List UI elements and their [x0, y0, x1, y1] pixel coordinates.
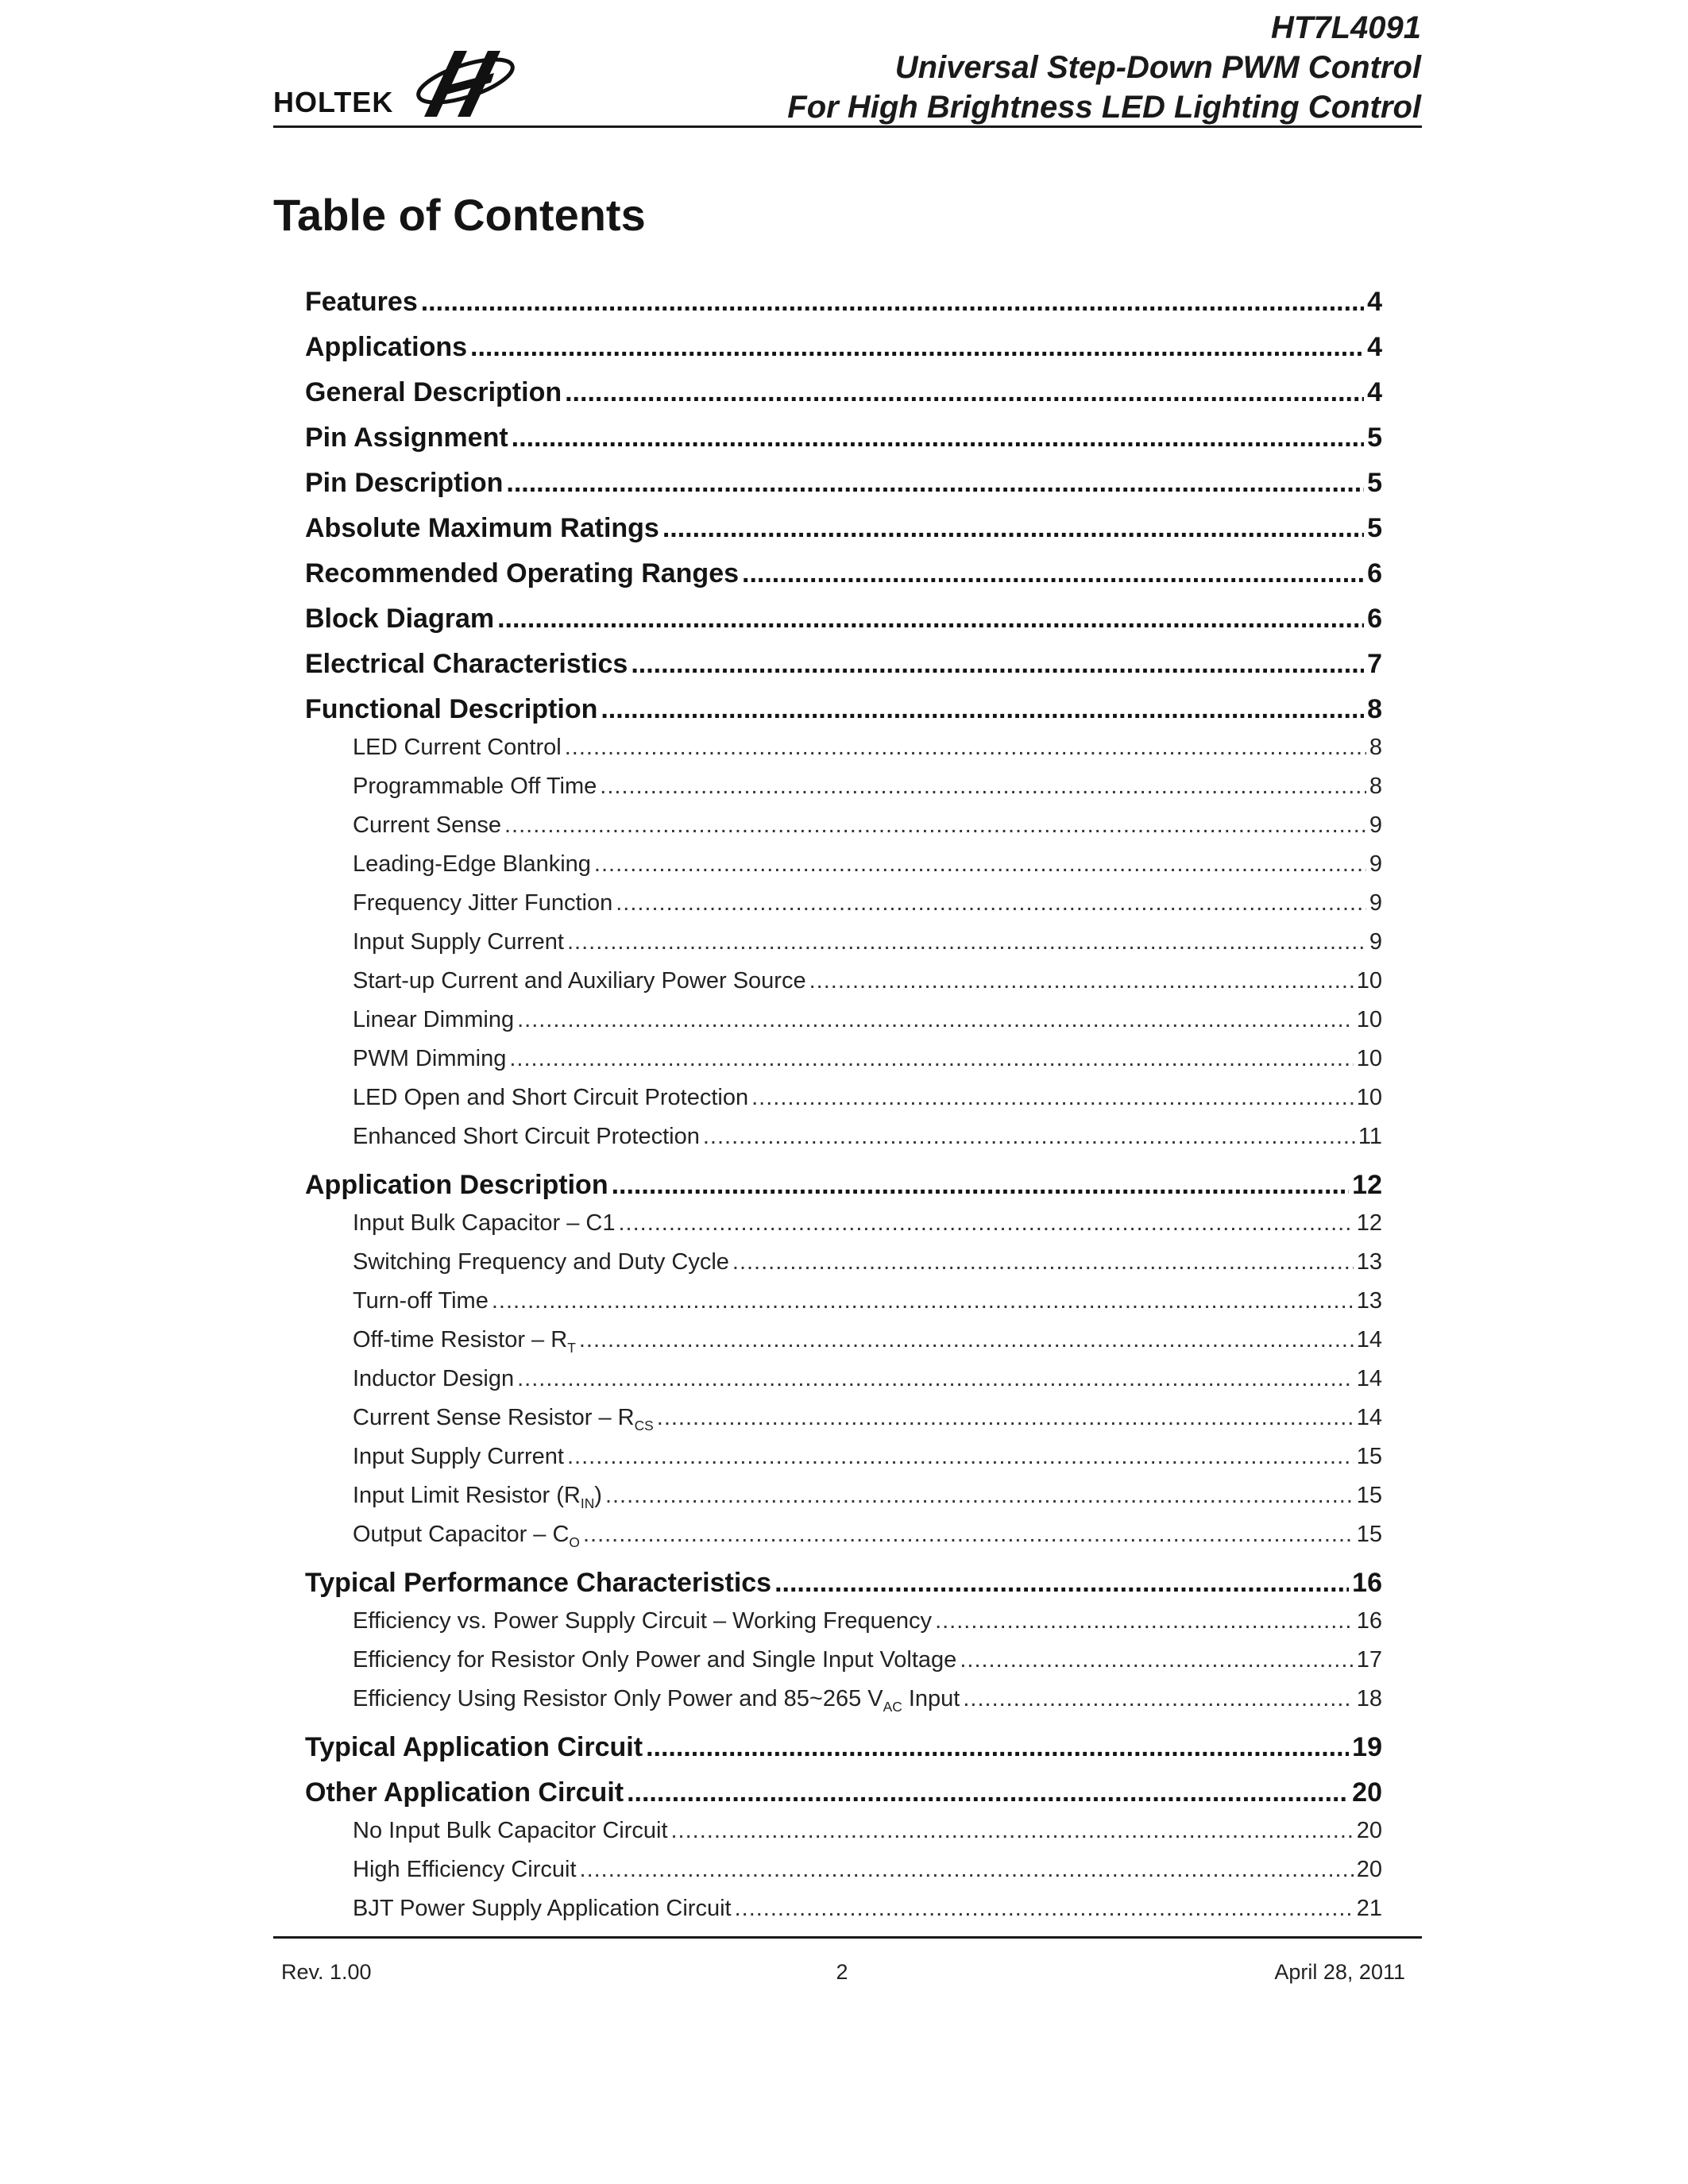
- toc-entry-label: [353, 1680, 960, 1719]
- toc-entry-text: Typical Application Circuit: [305, 1732, 643, 1762]
- toc-dot-leader: [567, 923, 1366, 962]
- toc-entry-label: [353, 806, 501, 845]
- toc-section-entry[interactable]: [305, 551, 1382, 596]
- toc-page-number: 20: [1356, 1857, 1382, 1882]
- toc-entry-text: LED Open and Short Circuit Protection: [353, 1085, 749, 1110]
- toc-dot-leader: [646, 1725, 1349, 1770]
- toc-dot-leader: [506, 461, 1364, 506]
- toc-page-number: 11: [1358, 1124, 1382, 1149]
- toc-section-entry[interactable]: [305, 325, 1382, 370]
- toc-dot-leader: [605, 1476, 1354, 1515]
- toc-entry-text: Input Limit Resistor (R: [353, 1483, 581, 1508]
- toc-dot-leader: [657, 1399, 1354, 1437]
- toc-page-number: 19: [1352, 1732, 1382, 1762]
- toc-entry-text: Turn-off Time: [353, 1288, 489, 1314]
- toc-entry-label: [353, 1040, 506, 1078]
- toc-entry-label: [305, 642, 628, 687]
- toc-entry-text: Start-up Current and Auxiliary Power Source: [353, 968, 806, 994]
- toc-dot-leader: [735, 1889, 1354, 1928]
- toc-dot-leader: [580, 1850, 1354, 1889]
- toc-dot-leader: [616, 884, 1366, 923]
- toc-entry-text: Features: [305, 287, 418, 317]
- toc-entry-text: Leading-Edge Blanking: [353, 851, 591, 877]
- document-header: [787, 8, 1421, 127]
- toc-page-number: 15: [1356, 1444, 1382, 1469]
- toc-page-number: 13: [1356, 1288, 1382, 1314]
- toc-dot-leader: [662, 506, 1364, 551]
- toc-dot-leader: [512, 415, 1364, 461]
- toc-dot-leader: [703, 1117, 1355, 1156]
- toc-entry-text: Typical Performance Characteristics: [305, 1568, 772, 1598]
- toc-subsection-entry[interactable]: [305, 1641, 1382, 1680]
- toc-dot-leader: [509, 1040, 1353, 1078]
- toc-page-number: 10: [1356, 968, 1382, 994]
- toc-dot-leader: [935, 1602, 1354, 1641]
- toc-entry-label: [353, 962, 806, 1001]
- toc-page-number: 4: [1367, 377, 1382, 407]
- toc-dot-leader: [517, 1360, 1354, 1399]
- toc-dot-leader: [774, 1561, 1349, 1606]
- toc-entry-label: [353, 1243, 729, 1282]
- toc-entry-text: Applications: [305, 332, 468, 362]
- footer-rule: [273, 1936, 1422, 1939]
- toc-subsection-entry[interactable]: [305, 962, 1382, 1001]
- toc-entry-text: Efficiency vs. Power Supply Circuit – Working Frequency: [353, 1608, 933, 1634]
- toc-entry-subscript: AC: [883, 1698, 902, 1715]
- toc-dot-leader: [579, 1321, 1354, 1360]
- toc-entry-label: [305, 280, 418, 325]
- toc-subsection-entry[interactable]: [305, 1001, 1382, 1040]
- toc-page-number: 10: [1356, 1007, 1382, 1032]
- holtek-logo: [273, 41, 527, 121]
- toc-entry-text: Functional Description: [305, 694, 598, 724]
- toc-entry-label: [353, 1282, 489, 1321]
- toc-dot-leader: [567, 1437, 1354, 1476]
- toc-subsection-entry[interactable]: [305, 1204, 1382, 1243]
- toc-subsection-entry[interactable]: [305, 923, 1382, 962]
- toc-dot-leader: [631, 642, 1364, 687]
- toc-entry-text: Block Diagram: [305, 604, 495, 634]
- toc-page-number: 8: [1367, 694, 1382, 724]
- toc-entry-text: No Input Bulk Capacitor Circuit: [353, 1818, 668, 1843]
- toc-entry-label: [353, 1476, 602, 1515]
- toc-section-entry[interactable]: [305, 687, 1382, 732]
- toc-entry-label: [353, 1641, 956, 1680]
- toc-page-number: 8: [1369, 735, 1382, 760]
- toc-entry-text: PWM Dimming: [353, 1046, 507, 1071]
- toc-subsection-entry[interactable]: [305, 1850, 1382, 1889]
- toc-entry-label: [353, 845, 591, 884]
- toc-dot-leader: [751, 1078, 1354, 1117]
- toc-dot-leader: [612, 1163, 1350, 1208]
- toc-subsection-entry[interactable]: [305, 728, 1382, 767]
- toc-dot-leader: [583, 1515, 1354, 1554]
- toc-entry-text: Programmable Off Time: [353, 774, 597, 799]
- toc-entry-label: [353, 923, 564, 962]
- toc-dot-leader: [565, 728, 1366, 767]
- toc-entry-label: [305, 325, 467, 370]
- toc-subsection-entry[interactable]: [305, 806, 1382, 845]
- toc-dot-leader: [627, 1770, 1349, 1815]
- toc-dot-leader: [742, 551, 1364, 596]
- toc-entry-label: [353, 1078, 748, 1117]
- toc-page-number: 4: [1367, 287, 1382, 317]
- toc-page-number: 17: [1356, 1647, 1382, 1673]
- toc-dot-leader: [601, 687, 1364, 732]
- toc-page-number: 9: [1369, 890, 1382, 916]
- toc-subsection-entry[interactable]: [305, 1360, 1382, 1399]
- toc-entry-text: General Description: [305, 377, 562, 407]
- toc-entry-text: Pin Description: [305, 468, 504, 498]
- toc-entry-text: Efficiency for Resistor Only Power and Single Input Voltage: [353, 1647, 957, 1673]
- company-name: HOLTEK: [273, 86, 394, 118]
- toc-entry-text: BJT Power Supply Application Circuit: [353, 1896, 732, 1921]
- toc-entry-text: Inductor Design: [353, 1366, 515, 1391]
- toc-entry-label: [353, 767, 597, 806]
- toc-entry-text: Enhanced Short Circuit Protection: [353, 1124, 700, 1149]
- toc-dot-leader: [671, 1812, 1354, 1850]
- toc-entry-label: [305, 370, 562, 415]
- toc-page-number: 6: [1367, 558, 1382, 588]
- toc-entry-label: [305, 1770, 624, 1815]
- toc-entry-label: [305, 1163, 608, 1208]
- toc-subsection-entry[interactable]: [305, 845, 1382, 884]
- toc-entry-label: [305, 1561, 771, 1606]
- toc-entry-text: Switching Frequency and Duty Cycle: [353, 1249, 729, 1275]
- toc-entry-label: [353, 1321, 576, 1360]
- toc-page-number: 20: [1356, 1818, 1382, 1843]
- toc-entry-text: Current Sense Resistor – R: [353, 1405, 635, 1430]
- holtek-logo-mark-icon: [408, 41, 527, 121]
- toc-section-entry[interactable]: [305, 1770, 1382, 1815]
- toc-dot-leader: [600, 767, 1366, 806]
- toc-dot-leader: [565, 370, 1364, 415]
- header-subtitle-line2: For High Brightness LED Lighting Control: [787, 90, 1421, 125]
- toc-entry-label: [305, 687, 597, 732]
- toc-subsection-entry[interactable]: [305, 1117, 1382, 1156]
- toc-entry-text: Absolute Maximum Ratings: [305, 513, 659, 543]
- toc-entry-subscript: T: [567, 1339, 576, 1356]
- toc-entry-text: Input Supply Current: [353, 1444, 564, 1469]
- toc-subsection-entry[interactable]: [305, 767, 1382, 806]
- part-number: HT7L4091: [1271, 10, 1421, 45]
- toc-dot-leader: [594, 845, 1366, 884]
- footer-page-number: 2: [836, 1960, 848, 1984]
- toc-subsection-entry[interactable]: [305, 1812, 1382, 1850]
- toc-dot-leader: [504, 806, 1366, 845]
- footer-revision: Rev. 1.00: [281, 1960, 372, 1984]
- toc-entry-label: [305, 506, 659, 551]
- toc-page-number: 7: [1367, 649, 1382, 679]
- toc-section-entry[interactable]: [305, 1163, 1382, 1208]
- toc-subsection-entry[interactable]: [305, 1243, 1382, 1282]
- toc-entry-suffix: Input: [902, 1686, 960, 1711]
- toc-dot-leader: [492, 1282, 1354, 1321]
- toc-subsection-entry[interactable]: [305, 1602, 1382, 1641]
- toc-subsection-entry[interactable]: [305, 1282, 1382, 1321]
- toc-page-number: 5: [1367, 513, 1382, 543]
- toc-subsection-entry[interactable]: [305, 1515, 1382, 1554]
- toc-page-number: 21: [1356, 1896, 1382, 1921]
- toc-page-number: 14: [1356, 1405, 1382, 1430]
- toc-subsection-entry[interactable]: [305, 1321, 1382, 1360]
- toc-entry-label: [353, 1437, 564, 1476]
- toc-entry-text: Other Application Circuit: [305, 1777, 624, 1808]
- toc-page-number: 20: [1352, 1777, 1382, 1808]
- toc-entry-label: [353, 1889, 732, 1928]
- toc-section-entry[interactable]: [305, 1561, 1382, 1606]
- toc-page-number: 15: [1356, 1483, 1382, 1508]
- toc-page-number: 15: [1356, 1522, 1382, 1547]
- toc-page-number: 12: [1352, 1170, 1382, 1200]
- toc-dot-leader: [809, 962, 1354, 1001]
- toc-entry-text: Current Sense: [353, 812, 501, 838]
- toc-entry-label: [353, 1360, 514, 1399]
- header-subtitle-line1: Universal Step-Down PWM Control: [894, 50, 1421, 85]
- toc-entry-text: LED Current Control: [353, 735, 562, 760]
- toc-entry-text: Pin Assignment: [305, 423, 508, 453]
- toc-subsection-entry[interactable]: [305, 1078, 1382, 1117]
- toc-section-entry[interactable]: [305, 415, 1382, 461]
- toc-entry-label: [353, 1850, 577, 1889]
- footer-date: April 28, 2011: [1274, 1960, 1405, 1984]
- toc-page-number: 10: [1356, 1046, 1382, 1071]
- toc-entry-subscript: O: [569, 1534, 580, 1550]
- toc-page-number: 14: [1356, 1327, 1382, 1352]
- toc-entry-label: [353, 1001, 514, 1040]
- toc-dot-leader: [732, 1243, 1354, 1282]
- toc-dot-leader: [421, 280, 1364, 325]
- toc-entry-label: [305, 596, 494, 642]
- toc-section-entry[interactable]: [305, 506, 1382, 551]
- toc-dot-leader: [497, 596, 1364, 642]
- toc-page-number: 9: [1369, 929, 1382, 955]
- toc-page-number: 9: [1369, 851, 1382, 877]
- toc-entry-text: Linear Dimming: [353, 1007, 515, 1032]
- table-of-contents: [305, 280, 1382, 1928]
- toc-entry-label: [353, 884, 612, 923]
- toc-entry-label: [353, 1515, 580, 1554]
- toc-section-entry[interactable]: [305, 1725, 1382, 1770]
- toc-subsection-entry[interactable]: [305, 1399, 1382, 1437]
- toc-dot-leader: [963, 1680, 1353, 1719]
- toc-entry-label: [305, 551, 739, 596]
- header-rule: [273, 125, 1422, 128]
- toc-page-number: 12: [1356, 1210, 1382, 1236]
- toc-entry-text: Output Capacitor – C: [353, 1522, 570, 1547]
- toc-entry-text: Electrical Characteristics: [305, 649, 628, 679]
- toc-entry-label: [353, 1399, 654, 1437]
- toc-dot-leader: [960, 1641, 1353, 1680]
- toc-page-number: 4: [1367, 332, 1382, 362]
- toc-page-number: 6: [1367, 604, 1382, 634]
- toc-dot-leader: [618, 1204, 1353, 1243]
- toc-entry-text: Recommended Operating Ranges: [305, 558, 740, 588]
- toc-entry-label: [353, 1204, 615, 1243]
- toc-page-number: 14: [1356, 1366, 1382, 1391]
- toc-entry-text: Frequency Jitter Function: [353, 890, 613, 916]
- toc-entry-subscript: CS: [634, 1417, 654, 1433]
- toc-page-number: 5: [1367, 468, 1382, 498]
- toc-subsection-entry[interactable]: [305, 1040, 1382, 1078]
- toc-page-number: 9: [1369, 812, 1382, 838]
- toc-title: Table of Contents: [273, 190, 646, 240]
- toc-entry-label: [305, 461, 503, 506]
- toc-section-entry[interactable]: [305, 596, 1382, 642]
- toc-entry-suffix: ): [594, 1483, 602, 1508]
- toc-subsection-entry[interactable]: [305, 884, 1382, 923]
- toc-entry-label: [305, 1725, 643, 1770]
- toc-section-entry[interactable]: [305, 461, 1382, 506]
- toc-page-number: 16: [1352, 1568, 1382, 1598]
- toc-page-number: 16: [1356, 1608, 1382, 1634]
- toc-section-entry[interactable]: [305, 642, 1382, 687]
- toc-entry-subscript: IN: [580, 1495, 595, 1511]
- toc-page-number: 13: [1356, 1249, 1382, 1275]
- toc-subsection-entry[interactable]: [305, 1437, 1382, 1476]
- toc-page-number: 5: [1367, 423, 1382, 453]
- toc-entry-label: [305, 415, 508, 461]
- toc-subsection-entry[interactable]: [305, 1889, 1382, 1928]
- toc-section-entry[interactable]: [305, 280, 1382, 325]
- toc-subsection-entry[interactable]: [305, 1680, 1382, 1719]
- toc-page-number: 10: [1356, 1085, 1382, 1110]
- toc-entry-text: Efficiency Using Resistor Only Power and 85~265 V: [353, 1686, 883, 1711]
- toc-entry-label: [353, 728, 562, 767]
- toc-dot-leader: [517, 1001, 1354, 1040]
- toc-entry-text: Application Description: [305, 1170, 608, 1200]
- toc-entry-text: Input Supply Current: [353, 929, 564, 955]
- toc-entry-text: High Efficiency Circuit: [353, 1857, 577, 1882]
- toc-entry-text: Input Bulk Capacitor – C1: [353, 1210, 616, 1236]
- toc-page-number: 18: [1356, 1686, 1382, 1711]
- toc-entry-text: Off-time Resistor – R: [353, 1327, 568, 1352]
- toc-entry-label: [353, 1117, 700, 1156]
- toc-dot-leader: [470, 325, 1364, 370]
- toc-entry-label: [353, 1602, 932, 1641]
- toc-section-entry[interactable]: [305, 370, 1382, 415]
- toc-entry-label: [353, 1812, 668, 1850]
- toc-subsection-entry[interactable]: [305, 1476, 1382, 1515]
- toc-page-number: 8: [1369, 774, 1382, 799]
